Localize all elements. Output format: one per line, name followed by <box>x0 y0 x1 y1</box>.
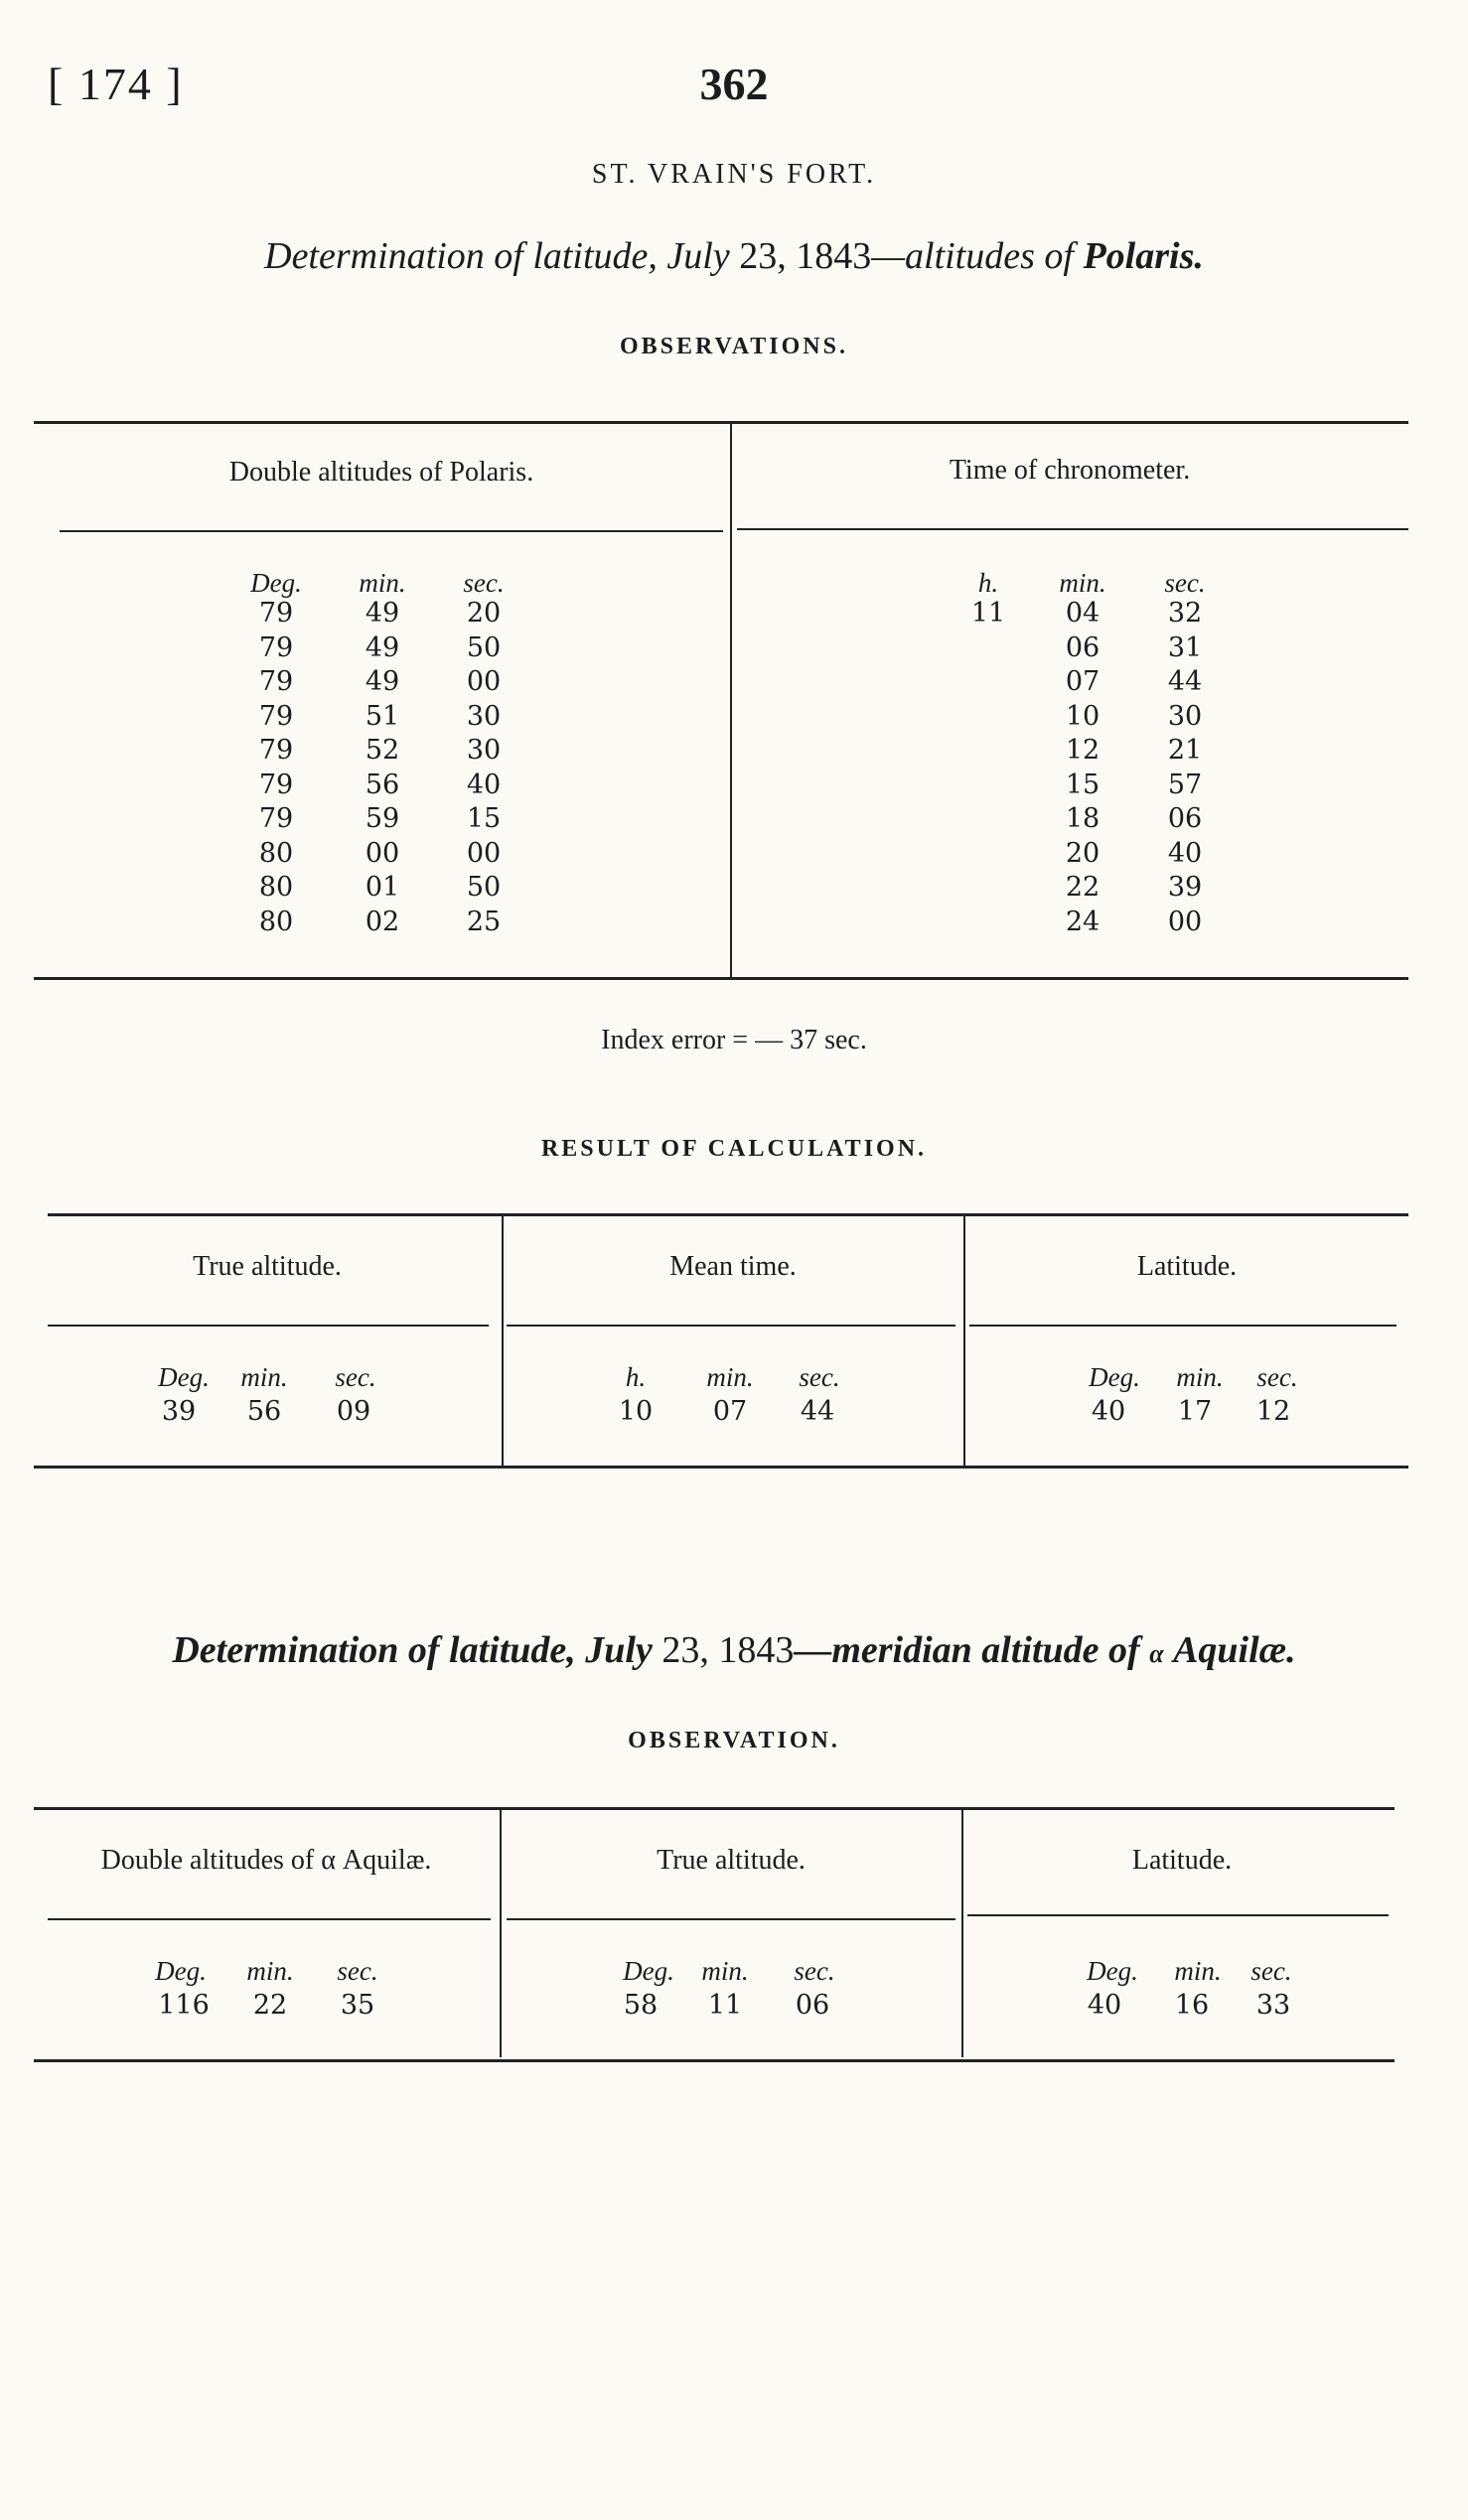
mean-time-min: 07 <box>712 1396 748 1427</box>
col-head-mean-time: Mean time. <box>669 1251 797 1282</box>
cell-time-min: 15 <box>1065 769 1101 800</box>
caption-text-rest: —altitudes of <box>871 235 1084 277</box>
unit-min: min. <box>706 1362 754 1392</box>
latitude-deg: 40 <box>1091 1396 1126 1427</box>
rule <box>60 530 723 532</box>
cell-deg: 80 <box>258 837 294 869</box>
cell-sec: 40 <box>466 769 502 800</box>
col-head-true-altitude: True altitude. <box>193 1251 342 1282</box>
cell-deg: 79 <box>258 735 294 766</box>
cell-sec: 20 <box>466 598 502 629</box>
caption-date: 23, 1843 <box>739 235 872 277</box>
running-title: ST. VRAIN'S FORT. <box>591 159 877 190</box>
unit-deg: Deg. <box>1089 1362 1140 1392</box>
cell-sec: 15 <box>466 803 502 834</box>
unit-min: min. <box>1059 568 1106 598</box>
cell-min: 49 <box>365 666 400 697</box>
rule <box>507 1918 955 1920</box>
unit-h: h. <box>625 1362 647 1392</box>
cell-time-sec: 40 <box>1167 837 1203 869</box>
true-altitude-sec: 09 <box>336 1396 371 1427</box>
unit-min: min. <box>240 1362 288 1392</box>
cell-deg: 80 <box>258 906 294 937</box>
cell-deg: 79 <box>258 803 294 834</box>
cell-min: 49 <box>365 598 400 629</box>
latitude-sec: 12 <box>1255 1396 1291 1427</box>
cell-min: 49 <box>365 631 400 663</box>
cell-time-min: 22 <box>1065 872 1101 903</box>
bracket-page-number: [ 174 ] <box>48 59 184 109</box>
col-head-double-altitudes: Double altitudes of Polaris. <box>228 457 534 488</box>
cell-hour: 11 <box>970 598 1006 629</box>
true-altitude-sec: 06 <box>795 1990 830 2021</box>
unit-min: min. <box>359 568 406 598</box>
double-altitude-sec: 35 <box>340 1990 375 2021</box>
cell-time-min: 06 <box>1065 631 1101 663</box>
section1-caption <box>0 234 1468 278</box>
rule <box>48 1325 489 1327</box>
cell-sec: 25 <box>466 906 502 937</box>
rule <box>967 1914 1389 1916</box>
rule <box>48 1213 1408 1216</box>
cell-deg: 79 <box>258 631 294 663</box>
result-subhead: RESULT OF CALCULATION. <box>540 1136 928 1162</box>
cell-min: 51 <box>365 700 400 732</box>
double-altitude-deg: 116 <box>158 1990 210 2021</box>
rule <box>507 1325 955 1327</box>
caption-text: Determination of latitude, July <box>264 235 740 277</box>
column-divider <box>730 423 732 977</box>
cell-min: 52 <box>365 735 400 766</box>
unit-sec: sec. <box>337 1956 378 1986</box>
cell-min: 02 <box>365 906 400 937</box>
cell-time-sec: 06 <box>1167 803 1203 834</box>
unit-deg: Deg. <box>250 568 302 598</box>
unit-h: h. <box>977 568 999 598</box>
cell-sec: 00 <box>466 837 502 869</box>
cell-time-sec: 44 <box>1167 666 1203 697</box>
cell-sec: 30 <box>466 735 502 766</box>
unit-deg: Deg. <box>155 1956 207 1986</box>
latitude-deg: 40 <box>1087 1990 1122 2021</box>
double-altitude-min: 22 <box>252 1990 288 2021</box>
cell-time-min: 24 <box>1065 906 1101 937</box>
cell-time-sec: 32 <box>1167 598 1203 629</box>
caption-text-rest: —meridian altitude of <box>794 1629 1150 1671</box>
rule <box>34 2059 1395 2062</box>
unit-min: min. <box>701 1956 749 1986</box>
unit-sec: sec. <box>335 1362 376 1392</box>
latitude-sec: 33 <box>1255 1990 1291 2021</box>
cell-time-sec: 39 <box>1167 872 1203 903</box>
caption-star: Aquilæ. <box>1163 1629 1296 1671</box>
cell-time-min: 04 <box>1065 598 1101 629</box>
unit-min: min. <box>1176 1362 1224 1392</box>
cell-min: 00 <box>365 837 400 869</box>
rule <box>34 1807 1395 1810</box>
cell-time-min: 07 <box>1065 666 1101 697</box>
cell-time-sec: 21 <box>1167 735 1203 766</box>
cell-deg: 80 <box>258 872 294 903</box>
mean-time-sec: 44 <box>800 1396 835 1427</box>
cell-deg: 79 <box>258 700 294 732</box>
latitude-min: 17 <box>1177 1396 1213 1427</box>
caption-text: Determination of latitude, July <box>172 1629 662 1671</box>
col-head-chronometer: Time of chronometer. <box>949 455 1191 486</box>
true-altitude-deg: 58 <box>623 1990 659 2021</box>
caption-alpha: α <box>1149 1639 1164 1668</box>
cell-sec: 50 <box>466 631 502 663</box>
cell-sec: 50 <box>466 872 502 903</box>
col-head-double-altitudes: Double altitudes of α Aquilæ. <box>100 1845 432 1876</box>
unit-sec: sec. <box>1164 568 1206 598</box>
cell-sec: 00 <box>466 666 502 697</box>
unit-sec: sec. <box>1250 1956 1292 1986</box>
unit-sec: sec. <box>794 1956 835 1986</box>
unit-deg: Deg. <box>623 1956 674 1986</box>
caption-star: Polaris. <box>1083 235 1204 277</box>
cell-min: 01 <box>365 872 400 903</box>
cell-min: 56 <box>365 769 400 800</box>
cell-time-sec: 30 <box>1167 700 1203 732</box>
cell-deg: 79 <box>258 666 294 697</box>
caption-date: 23, 1843 <box>661 1629 795 1671</box>
mean-time-h: 10 <box>618 1396 654 1427</box>
rule <box>34 421 1408 424</box>
section2-caption <box>0 1628 1468 1672</box>
cell-time-sec: 00 <box>1167 906 1203 937</box>
cell-sec: 30 <box>466 700 502 732</box>
unit-sec: sec. <box>799 1362 840 1392</box>
unit-min: min. <box>246 1956 294 1986</box>
col-head-true-altitude: True altitude. <box>657 1845 806 1876</box>
true-altitude-deg: 39 <box>161 1396 197 1427</box>
col-head-latitude: Latitude. <box>1136 1251 1238 1282</box>
page-number: 362 <box>699 59 769 109</box>
observations-subhead: OBSERVATIONS. <box>619 334 848 359</box>
unit-deg: Deg. <box>1087 1956 1138 1986</box>
true-altitude-min: 11 <box>707 1990 743 2021</box>
rule <box>34 977 1408 980</box>
unit-min: min. <box>1174 1956 1222 1986</box>
cell-time-sec: 57 <box>1167 769 1203 800</box>
cell-min: 59 <box>365 803 400 834</box>
rule <box>48 1918 491 1920</box>
index-error: Index error = — 37 sec. <box>601 1025 867 1055</box>
observation-subhead: OBSERVATION. <box>628 1728 840 1753</box>
rule <box>969 1325 1396 1327</box>
true-altitude-min: 56 <box>246 1396 282 1427</box>
cell-time-min: 18 <box>1065 803 1101 834</box>
rule <box>34 1466 1408 1469</box>
rule <box>737 528 1408 530</box>
cell-time-min: 20 <box>1065 837 1101 869</box>
col-head-latitude: Latitude. <box>1131 1845 1233 1876</box>
cell-deg: 79 <box>258 598 294 629</box>
cell-deg: 79 <box>258 769 294 800</box>
unit-sec: sec. <box>1256 1362 1298 1392</box>
cell-time-min: 10 <box>1065 700 1101 732</box>
cell-time-sec: 31 <box>1167 631 1203 663</box>
unit-deg: Deg. <box>158 1362 210 1392</box>
latitude-min: 16 <box>1174 1990 1210 2021</box>
unit-sec: sec. <box>463 568 505 598</box>
cell-time-min: 12 <box>1065 735 1101 766</box>
